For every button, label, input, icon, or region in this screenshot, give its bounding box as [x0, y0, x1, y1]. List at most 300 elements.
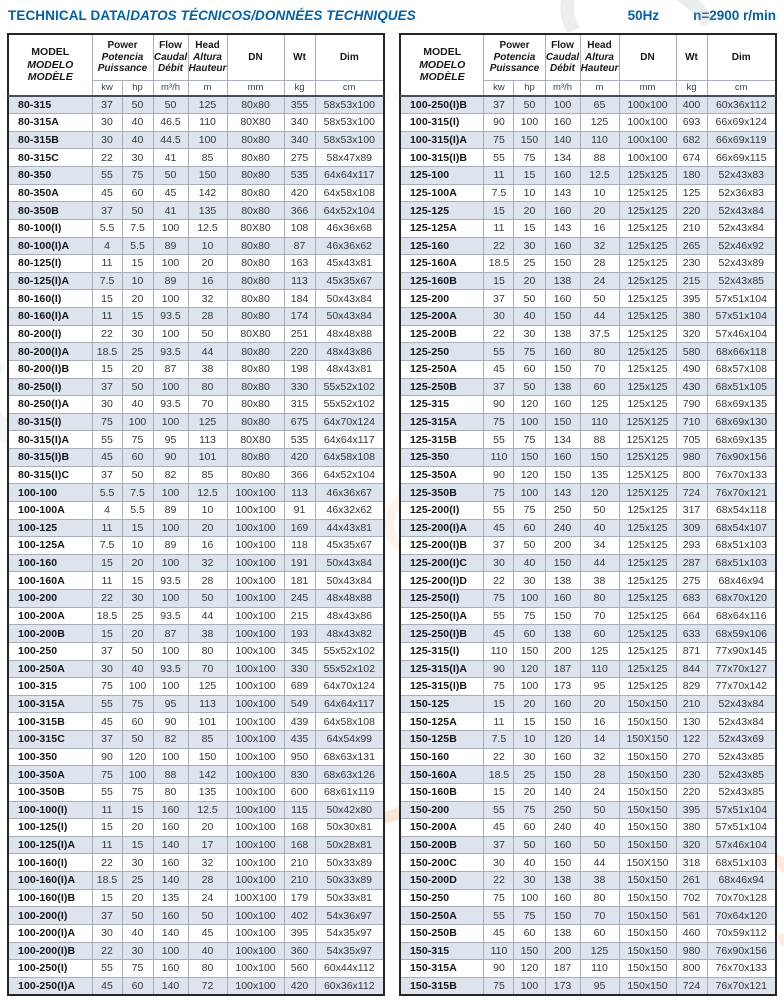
dim-cell: 64x70x124 [315, 413, 384, 431]
hp-cell: 15 [122, 519, 153, 537]
head-cell: 125 [188, 678, 227, 696]
hp-cell: 50 [122, 378, 153, 396]
dim-cell: 48x48x88 [315, 325, 384, 343]
flow-cell: 140 [153, 836, 188, 854]
head-cell: 44 [188, 607, 227, 625]
model-cell: 100-160A [8, 572, 92, 590]
wt-cell: 115 [284, 801, 315, 819]
wt-cell: 220 [676, 783, 707, 801]
dim-cell: 48x43x86 [315, 607, 384, 625]
hp-cell: 5.5 [122, 237, 153, 255]
wt-cell: 340 [284, 131, 315, 149]
model-cell: 150-160 [400, 748, 484, 766]
hp-cell: 25 [514, 255, 545, 273]
dim-cell: 64x64x117 [315, 167, 384, 185]
col-model-header [400, 34, 484, 96]
model-label-es: MODELO [27, 58, 74, 71]
dn-cell: 80X80 [227, 219, 284, 237]
dim-cell: 66x69x124 [707, 114, 776, 132]
flow-cell: 160 [545, 114, 580, 132]
dim-cell: 77x70x142 [707, 678, 776, 696]
table-row [8, 590, 384, 608]
head-cell: 142 [188, 184, 227, 202]
dn-cell: 80x80 [227, 167, 284, 185]
head-cell: 110 [580, 131, 619, 149]
dn-cell: 125x125 [619, 237, 676, 255]
table-row [400, 413, 776, 431]
flow-cell: 135 [153, 889, 188, 907]
model-cell: 80-250(I)A [8, 396, 92, 414]
model-cell: 80-315(I)C [8, 466, 92, 484]
flow-cell: 187 [545, 660, 580, 678]
dn-cell: 150x150 [619, 748, 676, 766]
hp-cell: 60 [514, 519, 545, 537]
dim-cell: 58x53x100 [315, 131, 384, 149]
dn-cell: 125x125 [619, 343, 676, 361]
power-label-es: Potencia [493, 51, 536, 63]
table-row [400, 219, 776, 237]
table-row [8, 766, 384, 784]
dn-cell: 100x100 [227, 642, 284, 660]
dim-cell: 52x43x84 [707, 202, 776, 220]
wt-cell: 265 [676, 237, 707, 255]
dim-cell: 68x51x105 [707, 378, 776, 396]
dn-cell: 125x125 [619, 554, 676, 572]
kw-cell: 75 [92, 678, 122, 696]
table-body [8, 96, 384, 995]
head-cell: 85 [188, 466, 227, 484]
wt-cell: 251 [284, 325, 315, 343]
dim-cell: 68x51x103 [707, 554, 776, 572]
head-cell: 50 [580, 801, 619, 819]
dim-cell: 68x54x107 [707, 519, 776, 537]
table-row [8, 731, 384, 749]
model-cell: 150-250A [400, 907, 484, 925]
table-row [8, 290, 384, 308]
kw-cell: 37 [92, 731, 122, 749]
dn-cell: 100x100 [227, 819, 284, 837]
dim-cell: 52x43x85 [707, 748, 776, 766]
dim-cell: 76x90x156 [707, 449, 776, 467]
dim-cell: 64x52x104 [315, 466, 384, 484]
hp-cell: 100 [122, 766, 153, 784]
wt-cell: 710 [676, 413, 707, 431]
kw-cell: 37 [92, 202, 122, 220]
head-cell: 20 [188, 519, 227, 537]
table-row [8, 819, 384, 837]
head-cell: 12.5 [188, 219, 227, 237]
dn-cell: 80x80 [227, 290, 284, 308]
table-row [8, 625, 384, 643]
model-cell: 150-160B [400, 783, 484, 801]
kw-cell: 75 [484, 889, 514, 907]
flow-cell: 44.5 [153, 131, 188, 149]
flow-cell: 138 [545, 378, 580, 396]
table-row [400, 114, 776, 132]
flow-cell: 100 [153, 554, 188, 572]
hp-cell: 40 [122, 660, 153, 678]
kw-cell: 7.5 [484, 184, 514, 202]
hp-cell: 50 [122, 907, 153, 925]
model-cell: 80-160(I) [8, 290, 92, 308]
model-label-fr: MODÈLE [27, 71, 73, 84]
table-row [400, 237, 776, 255]
kw-cell: 45 [484, 924, 514, 942]
hp-cell: 75 [514, 149, 545, 167]
head-cell: 72 [188, 977, 227, 995]
dn-cell: 100x100 [227, 554, 284, 572]
dn-cell: 100x100 [227, 537, 284, 555]
kw-cell: 55 [484, 907, 514, 925]
flow-cell: 150 [545, 607, 580, 625]
dim-cell: 50x33x89 [315, 854, 384, 872]
wt-cell: 702 [676, 889, 707, 907]
hp-cell: 20 [122, 360, 153, 378]
table-row [8, 801, 384, 819]
kw-cell: 18.5 [92, 872, 122, 890]
table-head [8, 34, 384, 96]
wt-cell: 366 [284, 466, 315, 484]
table-row [400, 590, 776, 608]
kw-cell: 5.5 [92, 219, 122, 237]
hp-cell: 20 [122, 819, 153, 837]
head-cell: 45 [188, 924, 227, 942]
flow-cell: 100 [153, 325, 188, 343]
wt-cell: 420 [284, 184, 315, 202]
flow-cell: 41 [153, 149, 188, 167]
kw-cell: 11 [92, 836, 122, 854]
hp-cell: 100 [514, 114, 545, 132]
model-cell: 100-250(I) [8, 960, 92, 978]
table-row [8, 607, 384, 625]
head-cell: 14 [580, 731, 619, 749]
dim-cell: 50x42x80 [315, 801, 384, 819]
model-cell: 80-200(I)A [8, 343, 92, 361]
hp-cell: 20 [514, 783, 545, 801]
head-cell: 125 [188, 413, 227, 431]
flow-cell: 150 [545, 413, 580, 431]
table-row [400, 625, 776, 643]
head-cell: 16 [580, 219, 619, 237]
model-cell: 100-250A [8, 660, 92, 678]
wt-cell: 561 [676, 907, 707, 925]
model-cell: 100-160(I) [8, 854, 92, 872]
flow-cell: 138 [545, 625, 580, 643]
dim-cell: 64x64x117 [315, 695, 384, 713]
model-cell: 125-350A [400, 466, 484, 484]
unit-dim: cm [315, 80, 384, 96]
table-row [8, 642, 384, 660]
unit-flow: m³/h [153, 80, 188, 96]
head-cell: 28 [580, 255, 619, 273]
table-row [8, 836, 384, 854]
wt-cell: 395 [284, 924, 315, 942]
dn-cell: 100x100 [227, 660, 284, 678]
dn-cell: 80x80 [227, 466, 284, 484]
dim-cell: 52x36x83 [707, 184, 776, 202]
flow-cell: 200 [545, 942, 580, 960]
flow-cell: 160 [545, 695, 580, 713]
model-cell: 125-350B [400, 484, 484, 502]
head-cell: 125 [188, 96, 227, 114]
kw-cell: 37 [484, 537, 514, 555]
flow-cell: 50 [153, 167, 188, 185]
model-cell: 100-200B [8, 625, 92, 643]
hp-cell: 100 [514, 590, 545, 608]
model-cell: 100-160 [8, 554, 92, 572]
kw-cell: 45 [92, 713, 122, 731]
table-row [8, 343, 384, 361]
flow-cell: 160 [153, 907, 188, 925]
dim-cell: 68x63x126 [315, 766, 384, 784]
wt-cell: 169 [284, 519, 315, 537]
hp-cell: 50 [122, 731, 153, 749]
flow-label-fr: Débit [550, 63, 575, 74]
kw-cell: 37 [92, 96, 122, 114]
dn-cell: 125x125 [619, 396, 676, 414]
table-row [8, 360, 384, 378]
model-cell: 100-125(I) [8, 819, 92, 837]
unit-hp: hp [122, 80, 153, 96]
dim-cell: 66x69x115 [707, 149, 776, 167]
flow-cell: 143 [545, 184, 580, 202]
unit-dn: mm [227, 80, 284, 96]
kw-cell: 90 [92, 748, 122, 766]
dn-cell: 100x100 [227, 572, 284, 590]
head-cell: 12.5 [188, 801, 227, 819]
unit-dn: mm [619, 80, 676, 96]
dim-cell: 58x53x100 [315, 114, 384, 132]
model-cell: 80-315(I) [8, 413, 92, 431]
hp-cell: 60 [514, 360, 545, 378]
table-row [8, 872, 384, 890]
flow-cell: 140 [545, 131, 580, 149]
table-row [400, 607, 776, 625]
table-row [400, 572, 776, 590]
model-cell: 80-350B [8, 202, 92, 220]
hp-cell: 60 [122, 977, 153, 995]
hp-cell: 40 [514, 854, 545, 872]
table-row [400, 801, 776, 819]
unit-flow: m³/h [545, 80, 580, 96]
model-cell: 100-315B [8, 713, 92, 731]
dn-cell: 80x80 [227, 255, 284, 273]
dim-cell: 68x59x106 [707, 625, 776, 643]
model-cell: 150-200C [400, 854, 484, 872]
model-cell: 100-100(I) [8, 801, 92, 819]
model-cell: 100-250(I)B [400, 96, 484, 114]
head-cell: 85 [188, 149, 227, 167]
flow-cell: 160 [545, 167, 580, 185]
hp-cell: 15 [122, 255, 153, 273]
hp-cell: 20 [514, 202, 545, 220]
dn-cell: 125x125 [619, 360, 676, 378]
kw-cell: 55 [92, 695, 122, 713]
flow-cell: 120 [545, 731, 580, 749]
table-head [400, 34, 776, 96]
wt-cell: 317 [676, 501, 707, 519]
wt-cell: 180 [676, 167, 707, 185]
hp-cell: 120 [122, 748, 153, 766]
dim-cell: 52x43x69 [707, 731, 776, 749]
flow-cell: 134 [545, 431, 580, 449]
flow-cell: 173 [545, 977, 580, 995]
table-row [8, 519, 384, 537]
wt-cell: 800 [676, 466, 707, 484]
table-row [400, 889, 776, 907]
dn-cell: 80x80 [227, 343, 284, 361]
model-cell: 100-100 [8, 484, 92, 502]
wt-cell: 125 [676, 184, 707, 202]
kw-cell: 30 [484, 308, 514, 326]
dim-cell: 68x51x103 [707, 537, 776, 555]
col-flow-header [153, 34, 188, 80]
dim-cell: 45x43x81 [315, 255, 384, 273]
wt-cell: 215 [676, 272, 707, 290]
dn-cell: 150x150 [619, 801, 676, 819]
table-row [400, 942, 776, 960]
table-row [400, 202, 776, 220]
flow-cell: 93.5 [153, 607, 188, 625]
head-cell: 150 [188, 748, 227, 766]
hp-cell: 50 [122, 466, 153, 484]
hp-cell: 120 [514, 960, 545, 978]
model-cell: 125-100A [400, 184, 484, 202]
unit-kw: kw [92, 80, 122, 96]
flow-cell: 90 [153, 449, 188, 467]
flow-cell: 160 [545, 343, 580, 361]
kw-cell: 30 [92, 924, 122, 942]
head-cell: 28 [188, 872, 227, 890]
flow-cell: 93.5 [153, 396, 188, 414]
wt-cell: 430 [676, 378, 707, 396]
head-cell: 44 [580, 554, 619, 572]
hp-cell: 30 [514, 325, 545, 343]
kw-cell: 30 [92, 131, 122, 149]
kw-cell: 15 [484, 783, 514, 801]
kw-cell: 75 [92, 766, 122, 784]
hp-cell: 50 [514, 537, 545, 555]
dim-cell: 50x43x84 [315, 554, 384, 572]
dn-cell: 125X125 [619, 413, 676, 431]
hp-cell: 7.5 [122, 484, 153, 502]
head-cell: 37.5 [580, 325, 619, 343]
flow-cell: 100 [153, 413, 188, 431]
hp-cell: 15 [514, 713, 545, 731]
model-cell: 150-315A [400, 960, 484, 978]
head-cell: 80 [188, 378, 227, 396]
dim-cell: 60x44x112 [315, 960, 384, 978]
table-row [400, 713, 776, 731]
hp-cell: 5.5 [122, 501, 153, 519]
dim-cell: 70x59x112 [707, 924, 776, 942]
flow-cell: 100 [153, 942, 188, 960]
dim-cell: 50x43x84 [315, 572, 384, 590]
dn-cell: 150x150 [619, 924, 676, 942]
kw-cell: 45 [484, 819, 514, 837]
wt-cell: 420 [284, 449, 315, 467]
unit-wt: kg [676, 80, 707, 96]
model-cell: 100-125 [8, 519, 92, 537]
kw-cell: 45 [484, 519, 514, 537]
hp-cell: 75 [122, 431, 153, 449]
flow-cell: 100 [153, 290, 188, 308]
dn-cell: 80X80 [227, 431, 284, 449]
dim-cell: 48x43x82 [315, 625, 384, 643]
kw-cell: 15 [92, 625, 122, 643]
unit-dim: cm [707, 80, 776, 96]
hp-cell: 30 [514, 872, 545, 890]
dn-cell: 80x80 [227, 149, 284, 167]
col-dim-header: Dim [315, 34, 384, 80]
wt-cell: 871 [676, 642, 707, 660]
kw-cell: 22 [92, 942, 122, 960]
wt-cell: 309 [676, 519, 707, 537]
wt-cell: 439 [284, 713, 315, 731]
wt-cell: 122 [676, 731, 707, 749]
kw-cell: 110 [484, 642, 514, 660]
wt-cell: 705 [676, 431, 707, 449]
flow-cell: 140 [545, 783, 580, 801]
unit-head: m [580, 80, 619, 96]
model-cell: 100-315(I)A [400, 131, 484, 149]
speed-label: n=2900 r/min [693, 8, 776, 23]
dim-cell: 68x64x116 [707, 607, 776, 625]
kw-cell: 90 [484, 114, 514, 132]
head-cell: 24 [188, 889, 227, 907]
hp-cell: 100 [514, 678, 545, 696]
head-label-es: Altura [585, 51, 614, 63]
hp-cell: 100 [122, 413, 153, 431]
dn-cell: 100x100 [227, 942, 284, 960]
kw-cell: 37 [484, 290, 514, 308]
model-cell: 80-315C [8, 149, 92, 167]
kw-cell: 55 [484, 607, 514, 625]
hp-cell: 40 [122, 396, 153, 414]
wt-cell: 600 [284, 783, 315, 801]
table-row [400, 854, 776, 872]
flow-cell: 150 [545, 308, 580, 326]
dim-cell: 70x64x120 [707, 907, 776, 925]
model-cell: 100-315(I) [400, 114, 484, 132]
col-wt-header: Wt [284, 34, 315, 80]
table-row [8, 942, 384, 960]
wt-cell: 210 [284, 872, 315, 890]
model-cell: 100-350B [8, 783, 92, 801]
table-row [400, 96, 776, 114]
hp-cell: 100 [514, 889, 545, 907]
model-cell: 125-125 [400, 202, 484, 220]
frequency-label: 50Hz [627, 8, 660, 23]
model-cell: 80-250(I) [8, 378, 92, 396]
dn-cell: 100x100 [619, 114, 676, 132]
col-dn-header: DN [619, 34, 676, 80]
wt-cell: 163 [284, 255, 315, 273]
wt-cell: 980 [676, 942, 707, 960]
kw-cell: 75 [484, 484, 514, 502]
dim-cell: 52x43x84 [707, 219, 776, 237]
hp-cell: 100 [514, 977, 545, 995]
dim-cell: 64x58x108 [315, 713, 384, 731]
dn-cell: 150x150 [619, 960, 676, 978]
hp-cell: 15 [514, 167, 545, 185]
model-cell: 100-125(I)A [8, 836, 92, 854]
wt-cell: 168 [284, 819, 315, 837]
wt-cell: 87 [284, 237, 315, 255]
dim-cell: 50x43x84 [315, 308, 384, 326]
head-cell: 110 [188, 114, 227, 132]
dn-cell: 100x100 [227, 960, 284, 978]
